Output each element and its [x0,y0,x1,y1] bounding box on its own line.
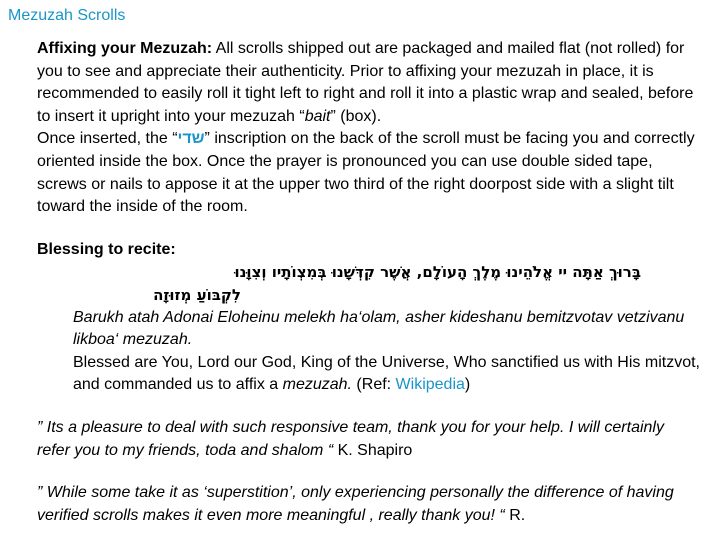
inserted-text-a: Once inserted, the “ [37,130,178,148]
testimonial-author: R. [504,506,526,524]
testimonial-author: K. Shapiro [333,441,413,459]
affixing-heading: Affixing your Mezuzah: [37,40,213,57]
testimonial-quote: ” Its a pleasure to deal with such responsive team, thank you for your help. I will certainly refer you to my friends, toda and shalom “ [37,418,664,459]
inserted-text-b: ” inscription on the back of the scroll must be facing you and correctly oriented inside the box. Once the prayer is pronounced you can use double sided tape, screws or nails to appose it at the upper two third of the right doorpost side with a slight tilt toward the inside of the room. [37,130,695,216]
spacer [37,219,701,239]
affixing-paragraph [37,38,701,128]
spacer [37,462,701,482]
translation-text: Blessed are You, Lord our God, King of the Universe, Who sanctified us with His mitzvot, and commanded us to affix a [73,353,700,394]
blessing-heading: Blessing to recite: [37,240,176,258]
ref-open: (Ref: [351,376,396,394]
inserted-paragraph [37,128,701,218]
testimonial-quote: ” While some take it as ‘superstition’, only experiencing personally the difference of having verified scrolls makes it even more meaningful , really thank you! “ [37,484,674,524]
blessing-body [37,261,701,397]
site-title[interactable]: Mezuzah Scrolls [8,7,126,24]
bait-term: bait [304,107,331,125]
mezuzah-term: mezuzah. [282,376,352,394]
affixing-text-1: All scrolls shipped out are packaged and mailed flat (not rolled) for you to see and appreciate their authenticity. Prior to affixing your mezuzah in place, it is recommended to easily roll it tight left to right and roll it into a plastic wrap and sealed, before to insert it upright into your mezuzah “ [37,40,694,125]
affixing-text-2: ” (box). [330,107,382,125]
wikipedia-link[interactable]: Wikipedia [395,376,465,394]
blessing-hebrew-line-2: לִקְבּוֹעַ מְזוּזָה [153,285,241,304]
blessing-translation [73,352,701,397]
blessing-transliteration: Barukh atah Adonai Eloheinu melekh ha‘olam, asher kideshanu bemitzvotav vetzivanu likboa‘ mezuzah. [73,308,685,349]
shaddai-inscription: שדי [177,130,205,148]
ref-close: ) [464,376,471,394]
content [37,38,701,527]
spacer [37,397,701,417]
testimonial [37,417,701,462]
testimonial [37,482,701,527]
blessing-hebrew-line-1: בָּרוּךְ אַתָּה יי אֱלֹהֵינוּ מֶלֶךְ הָעוֹלָם, אֲשֶׁר קִדְּשָׁנוּ בְּמִצְוֹתָיו וְצִוָּנוּ [234,263,641,282]
